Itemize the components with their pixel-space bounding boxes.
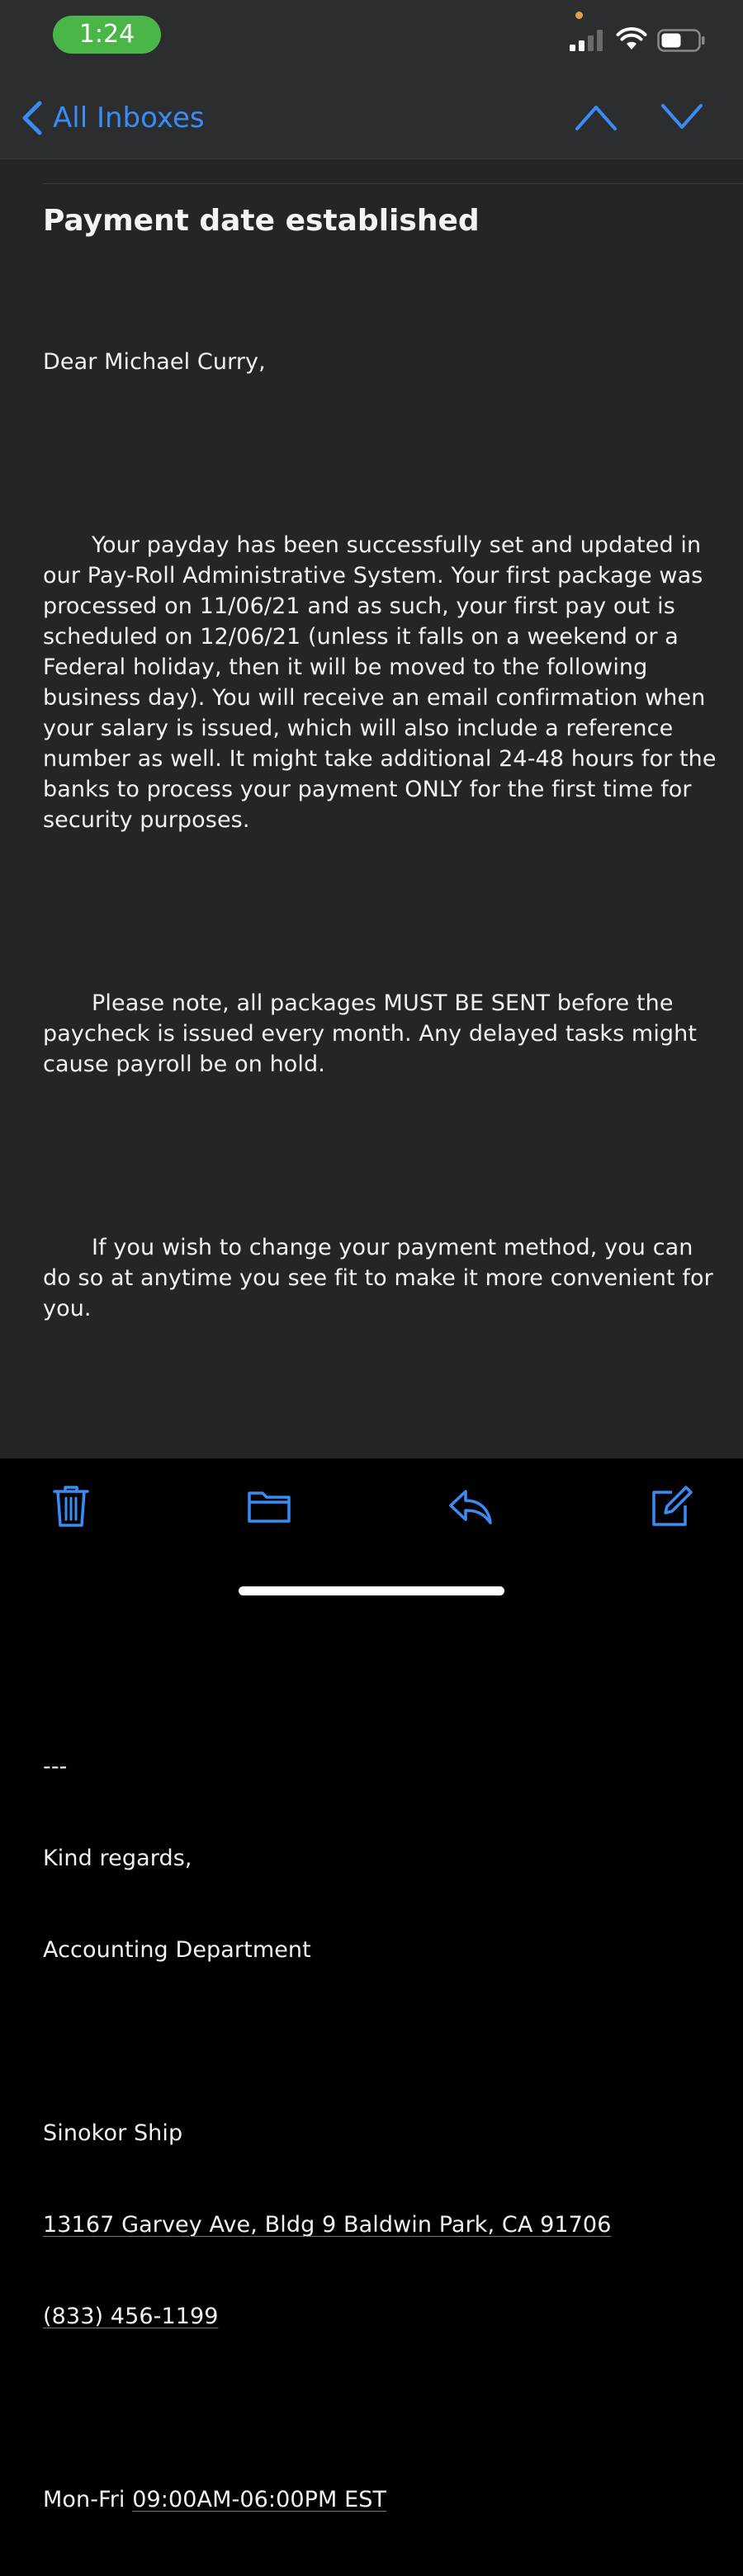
folder-icon[interactable] bbox=[246, 1483, 292, 1529]
wifi-icon bbox=[616, 28, 647, 51]
previous-message-chevron-up-icon[interactable] bbox=[575, 102, 618, 132]
trash-icon[interactable] bbox=[48, 1483, 94, 1529]
signature-company: Sinokor Ship bbox=[43, 2120, 183, 2146]
chevron-left-icon bbox=[21, 101, 43, 135]
email-greeting: Dear Michael Curry, bbox=[43, 349, 266, 375]
cellular-signal-icon bbox=[570, 30, 606, 51]
signature-regards: Kind regards, bbox=[43, 1846, 192, 1871]
top-bar bbox=[0, 0, 743, 159]
privacy-indicator-dot bbox=[575, 12, 583, 19]
email-paragraph-2: Please note, all packages MUST BE SENT before the paycheck is issued every month. Any delayed tasks might cause payroll be on hold. bbox=[43, 990, 704, 1077]
next-message-chevron-down-icon[interactable] bbox=[660, 102, 703, 132]
email-subject: Payment date established bbox=[43, 204, 480, 238]
header-divider bbox=[43, 183, 743, 184]
signature-separator: --- bbox=[43, 1754, 68, 1780]
signature-hours bbox=[43, 2484, 720, 2515]
email-body bbox=[43, 286, 724, 2576]
back-to-all-inboxes-button[interactable] bbox=[21, 97, 205, 139]
back-label: All Inboxes bbox=[53, 102, 205, 135]
email-paragraph-3: If you wish to change your payment method, you can do so at anytime you see fit to make it more convenient for you. bbox=[43, 1235, 721, 1321]
signature-department: Accounting Department bbox=[43, 1937, 311, 1963]
home-indicator[interactable] bbox=[239, 1586, 504, 1595]
signature-hours-prefix: Mon-Fri bbox=[43, 2487, 133, 2512]
signature-phone-link[interactable]: (833) 456-1199 bbox=[43, 2304, 219, 2329]
battery-icon bbox=[657, 29, 705, 52]
signature-hours-link[interactable]: 09:00AM-06:00PM EST bbox=[132, 2487, 387, 2512]
bottom-toolbar bbox=[0, 1458, 743, 1607]
email-content bbox=[43, 196, 724, 2576]
compose-icon[interactable] bbox=[647, 1483, 693, 1529]
reply-icon[interactable] bbox=[447, 1483, 494, 1529]
email-paragraph-1: Your payday has been successfully set and updated in our Pay-Roll Administrative System. Your first package was processed on 11/06/21 and as such, your first pay out is scheduled on 12/06/21 (unless it falls on a weekend or a Federal holiday, then it will be moved to the following business day). You will receive an email confirmation when your salary is issued, which will also include a reference number as well. It might take additional 24-48 hours for the banks to process your payment ONLY for the first time for security purposes. bbox=[43, 532, 724, 833]
status-time[interactable]: 1:24 bbox=[53, 16, 161, 54]
signature-address-link[interactable]: 13167 Garvey Ave, Bldg 9 Baldwin Park, CA 91706 bbox=[43, 2212, 612, 2238]
